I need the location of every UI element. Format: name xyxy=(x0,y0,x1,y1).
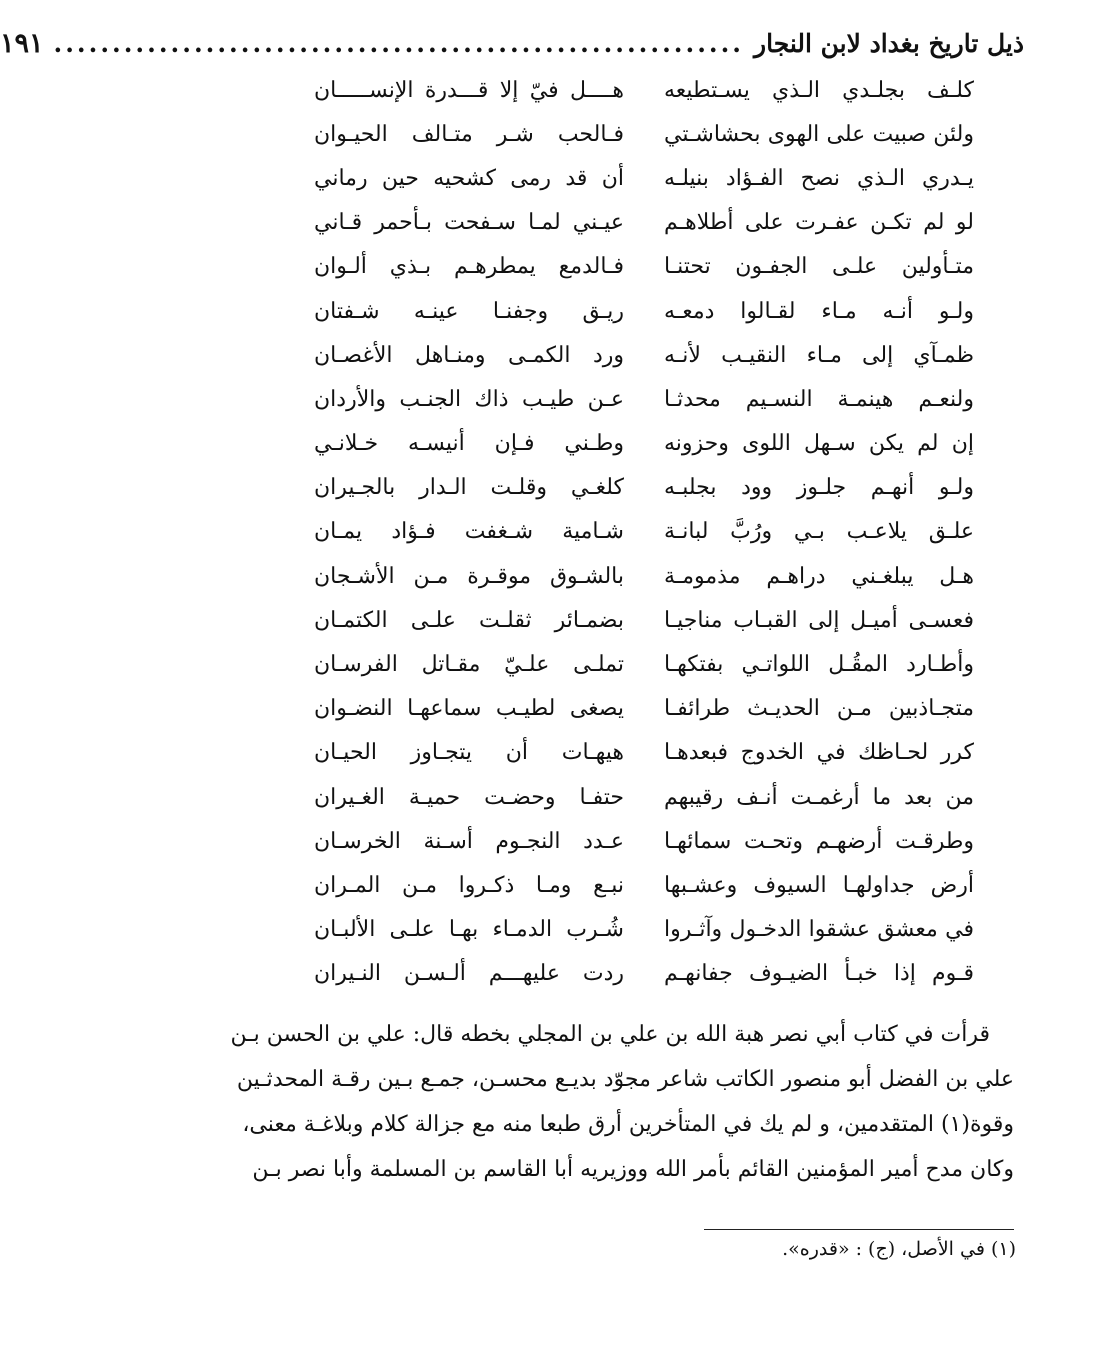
verse-16 xyxy=(314,731,974,775)
verse-5-first-hemistich: متـأولين علـى الجفـون تحتنـا xyxy=(664,254,974,280)
verse-6-second-hemistich: ريـق وجفنـا عينـه شـفتان xyxy=(314,298,624,324)
verse-7-first-hemistich: ظمـآي إلى مـاء النقيـب لأنـه xyxy=(664,342,974,368)
verse-8 xyxy=(314,377,974,421)
verse-5-second-hemistich: فـالدمع يمطرهـم بـذي ألـوان xyxy=(314,254,624,280)
verse-18-first-hemistich: وطرقـت أرضهـم وتحـت سمائهـا xyxy=(664,828,974,854)
verse-13-second-hemistich: بضمـائر ثقلـت علـى الكتمـان xyxy=(314,607,624,633)
verse-17-second-hemistich: حتفـا وحضـت حميـة الغـيران xyxy=(314,784,624,810)
verse-21 xyxy=(314,952,974,996)
verse-2 xyxy=(314,112,974,156)
prose-line-3: وقوة(١) المتقدمين، و لم يك في المتأخرين أرق طبعا منه مع جزالة كلام وبلاغـة معنى، xyxy=(242,1112,1014,1137)
verse-11-second-hemistich: شـامية شـغفت فـؤاد يمـان xyxy=(314,519,624,545)
verse-9-first-hemistich: إن لم يكن سـهل اللوى وحزونه xyxy=(664,431,974,457)
verse-10-second-hemistich: كلغـي وقلـت الـدار بالجـيران xyxy=(314,475,624,501)
verse-17 xyxy=(314,775,974,819)
verse-16-first-hemistich: كرر لحـاظك في الخدوج فبعدهـا xyxy=(664,740,974,766)
verse-6 xyxy=(314,289,974,333)
prose-line-2: علي بن الفضل أبو منصور الكاتب شاعر مجوّد بديـع محسـن، جمـع بـين رقـة المحدثـين xyxy=(236,1067,1014,1092)
verse-8-second-hemistich: عـن طيـب ذاك الجنـب والأردان xyxy=(314,386,624,412)
verse-15-second-hemistich: يصغى لطيـب سماعهـا النضـوان xyxy=(314,696,624,722)
prose-line-1: قرأت في كتاب أبي نصر هبة الله بن علي بن المجلي بخطه قال: علي بن الحسن بـن xyxy=(230,1022,990,1047)
verse-12 xyxy=(314,554,974,598)
verse-16-second-hemistich: هيهـات أن يتجـاوز الحيـان xyxy=(314,740,624,766)
verse-15 xyxy=(314,687,974,731)
verse-15-first-hemistich: متجـاذبين مـن الحديـث طرائفـا xyxy=(664,696,974,722)
running-header xyxy=(0,28,1024,68)
verse-2-second-hemistich: فـالحب شـر متـالف الحيـوان xyxy=(314,121,624,147)
verse-21-first-hemistich: قـوم إذا خبـأ الضيـوف جفانهـم xyxy=(664,961,974,987)
verse-18 xyxy=(314,819,974,863)
verse-10-first-hemistich: ولـو أنهـم جلـوز وود بجلبـه xyxy=(664,475,974,501)
verse-11-first-hemistich: علـق يلاعـب بـي ورُبَّ لبانـة xyxy=(664,519,974,545)
header-dot-leader: ........................................................... xyxy=(53,29,745,58)
verse-1-second-hemistich: هــــل فيّ إلا قـــدرة الإنســـــان xyxy=(314,77,624,103)
footnote: (١) في الأصل، (ج) : «قدره». xyxy=(782,1238,1016,1260)
verse-19 xyxy=(314,863,974,907)
verse-4-second-hemistich: عيـني لمـا سـفحت بـأحمر قـاني xyxy=(314,210,624,236)
verse-20-second-hemistich: شُـرب الدمـاء بهـا علـى الألبـان xyxy=(314,917,624,943)
verse-2-first-hemistich: ولئن صبيت على الهوى بحشاشـتي xyxy=(664,121,974,147)
verse-11 xyxy=(314,510,974,554)
verse-17-first-hemistich: من بعد ما أرغمـت أنـف رقيبهم xyxy=(664,784,974,810)
footnote-separator xyxy=(704,1229,1014,1230)
verse-19-second-hemistich: نبـع ومـا ذكـروا مـن المـران xyxy=(314,872,624,898)
verse-7-second-hemistich: ورد الكمـى ومنـاهل الأغصـان xyxy=(314,342,624,368)
verse-10 xyxy=(314,466,974,510)
verse-3-first-hemistich: يـدري الـذي نصح الفـؤاد بنيلـه xyxy=(664,165,974,191)
verse-14-second-hemistich: تملـى علـيّ مقـاتل الفرسـان xyxy=(314,652,624,678)
verse-5 xyxy=(314,245,974,289)
prose-line-4: وكان مدح أمير المؤمنين القائم بأمر الله ووزيريه أبا القاسم بن المسلمة وأبا نصر بـن xyxy=(252,1157,1014,1182)
verse-19-first-hemistich: أرض جداولهـا السيوف وعشـبها xyxy=(664,872,974,898)
verse-8-first-hemistich: ولنعـم هينمـة النسـيم محدثـا xyxy=(664,386,974,412)
verse-6-first-hemistich: ولـو أنـه مـاء لقـالوا دمعـه xyxy=(664,298,974,324)
verse-14 xyxy=(314,642,974,686)
verse-12-first-hemistich: هـل يبلغـني دراهـم مذمومـة xyxy=(664,563,974,589)
verse-12-second-hemistich: بالشـوق موقـرة مـن الأشـجان xyxy=(314,563,624,589)
verse-13 xyxy=(314,598,974,642)
page-number: ١٩١ xyxy=(0,28,44,59)
verse-7 xyxy=(314,333,974,377)
verse-20 xyxy=(314,908,974,952)
prose-paragraph xyxy=(230,1012,1014,1192)
verse-4-first-hemistich: لو لم تكـن عفـرت على أطلاهـم xyxy=(664,210,974,236)
verse-21-second-hemistich: ردت عليهـــم ألـسـن النـيران xyxy=(314,961,624,987)
verse-18-second-hemistich: عـدد النجـوم أسـنة الخرسـان xyxy=(314,828,624,854)
verse-13-first-hemistich: فعسـى أميـل إلى القبـاب مناجيـا xyxy=(664,607,974,633)
verse-1-first-hemistich: كلـف بجلـدي الـذي يسـتطيعه xyxy=(664,77,974,103)
verse-9-second-hemistich: وطـني فـإن أنيسـه خـلانـي xyxy=(314,431,624,457)
verse-14-first-hemistich: وأطـارد المقُـل اللواتـي بفتكهـا xyxy=(664,652,974,678)
verse-4 xyxy=(314,201,974,245)
running-title: ذيل تاريخ بغداد لابن النجار xyxy=(754,29,1024,58)
verse-1 xyxy=(314,68,974,112)
verse-9 xyxy=(314,422,974,466)
verse-3-second-hemistich: أن قد رمى كشحيه حين رماني xyxy=(314,165,624,191)
verse-3 xyxy=(314,156,974,200)
poem-block xyxy=(314,68,974,996)
verse-20-first-hemistich: في معشق عشقوا الدخـول وآثـروا xyxy=(664,917,974,943)
